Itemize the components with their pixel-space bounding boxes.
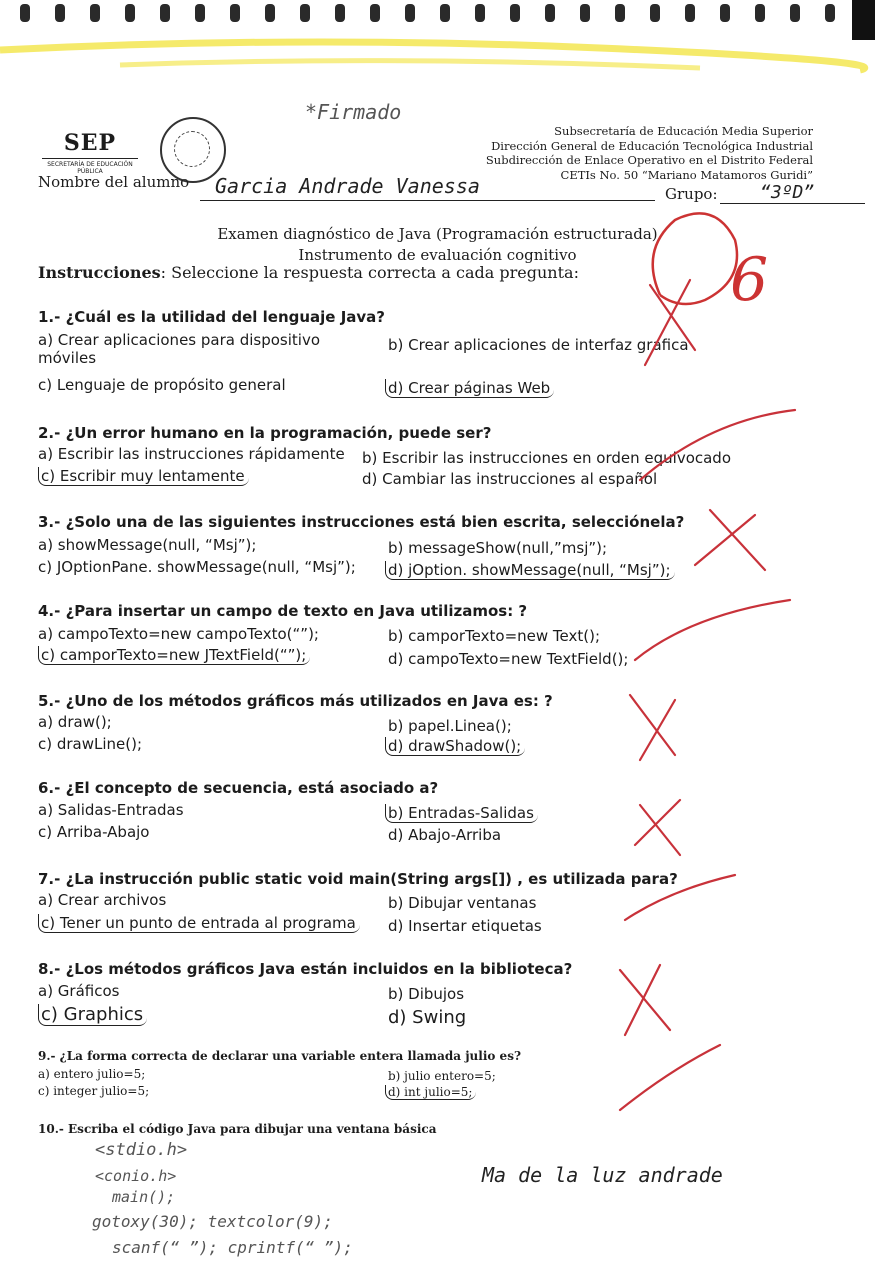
q9-option-d: d) int julio=5; (385, 1085, 476, 1100)
q1-option-a: a) Crear aplicaciones para dispositivo móviles (38, 331, 321, 367)
q9-option-a: a) entero julio=5; (38, 1067, 146, 1081)
q4-option-a: a) campoTexto=new campoTexto(“”); (38, 625, 319, 643)
grade-value: 6 (730, 245, 769, 315)
grading-marks (580, 270, 840, 1130)
instructions-label: Instrucciones (38, 263, 161, 282)
q5-option-c: c) drawLine(); (38, 735, 143, 753)
q3-option-b: b) messageShow(null,”msj”); (388, 539, 608, 557)
exam-subtitle: Instrumento de evaluación cognitivo (298, 246, 577, 264)
q8-option-d: d) Swing (388, 1007, 467, 1028)
question-10: 10.- Escriba el código Java para dibujar una ventana básica (38, 1122, 437, 1136)
instructions (38, 263, 579, 282)
institution-line: CETIs No. 50 “Mariano Matamoros Guridi” (560, 167, 813, 182)
q6-option-c: c) Arriba-Abajo (38, 823, 150, 841)
q10-answer-line: main(); (112, 1188, 176, 1206)
question-6: 6.- ¿El concepto de secuencia, está asociado a? (38, 779, 439, 797)
q6-option-b: b) Entradas-Salidas (385, 804, 538, 823)
stamp-note: *Firmado (305, 100, 402, 124)
q8-option-a: a) Gráficos (38, 982, 120, 1000)
institution-header (486, 124, 813, 182)
q3-option-a: a) showMessage(null, “Msj”); (38, 536, 257, 554)
q7-option-a: a) Crear archivos (38, 891, 167, 909)
institution-line: Subdirección de Enlace Operativo en el Distrito Federal (485, 153, 813, 167)
q10-answer-line: scanf(“ ”); cprintf(“ ”); (112, 1238, 353, 1257)
q8-option-b: b) Dibujos (388, 985, 465, 1003)
q10-answer-line: <stdio.h> (95, 1140, 188, 1160)
exam-title: Examen diagnóstico de Java (Programación estructurada) (217, 225, 658, 243)
q5-option-b: b) papel.Linea(); (388, 717, 512, 735)
q1-option-c: c) Lenguaje de propósito general (38, 376, 286, 394)
q3-option-d: d) jOption. showMessage(null, “Msj”); (385, 561, 675, 580)
question-1: 1.- ¿Cuál es la utilidad del lenguaje Java? (38, 308, 386, 326)
q3-option-c: c) JOptionPane. showMessage(null, “Msj”); (38, 558, 356, 576)
q2-option-a: a) Escribir las instrucciones rápidamente (38, 445, 345, 463)
q2-option-d: d) Cambiar las instrucciones al español (362, 470, 658, 488)
institution-line: Subsecretaría de Educación Media Superior (554, 124, 813, 138)
q10-answer-line: <conio.h> (95, 1167, 177, 1185)
question-2: 2.- ¿Un error humano en la programación, puede ser? (38, 424, 492, 442)
q2-option-c: c) Escribir muy lentamente (38, 467, 249, 486)
teacher-signature: Ma de la luz andrade (482, 1163, 723, 1187)
q7-option-b: b) Dibujar ventanas (388, 894, 537, 912)
sep-logo-subtitle: SECRETARÍA DE EDUCACIÓN PÚBLICA (42, 158, 138, 175)
instructions-text: : Seleccione la respuesta correcta a cada pregunta: (160, 263, 579, 282)
q4-option-c: c) camporTexto=new JTextField(“”); (38, 646, 310, 665)
institution-line: Dirección General de Educación Tecnológica Industrial (491, 138, 813, 153)
name-underline (200, 200, 655, 201)
q1-option-d: d) Crear páginas Web (385, 379, 554, 398)
highlighter-strokes (0, 30, 875, 90)
group-label: Grupo: (665, 185, 718, 203)
q2-option-b: b) Escribir las instrucciones en orden equivocado (362, 449, 732, 467)
q5-option-d: d) drawShadow(); (385, 737, 525, 756)
q5-option-a: a) draw(); (38, 713, 112, 731)
sep-logo-text: SEP (63, 130, 117, 156)
student-name: Garcia Andrade Vanessa (215, 174, 480, 198)
q8-option-c: c) Graphics (38, 1004, 147, 1026)
question-4: 4.- ¿Para insertar un campo de texto en Java utilizamos: ? (38, 602, 528, 620)
q9-option-c: c) integer julio=5; (38, 1084, 150, 1098)
question-5: 5.- ¿Uno de los métodos gráficos más utilizados en Java es: ? (38, 692, 553, 710)
q4-option-b: b) camporTexto=new Text(); (388, 627, 601, 645)
sep-logo (42, 130, 138, 175)
q10-answer-line: gotoxy(30); textcolor(9); (92, 1212, 333, 1231)
group-value: “3ºD” (760, 182, 815, 203)
q6-option-a: a) Salidas-Entradas (38, 801, 184, 819)
question-7: 7.- ¿La instrucción public static void main(String args[]) , es utilizada para? (38, 870, 678, 888)
question-3: 3.- ¿Solo una de las siguientes instrucciones está bien escrita, selecciónela? (38, 513, 685, 531)
q6-option-d: d) Abajo-Arriba (388, 826, 502, 844)
question-8: 8.- ¿Los métodos gráficos Java están incluidos en la biblioteca? (38, 960, 573, 978)
q4-option-d: d) campoTexto=new TextField(); (388, 650, 629, 668)
q7-option-d: d) Insertar etiquetas (388, 917, 542, 935)
q7-option-c: c) Tener un punto de entrada al programa (38, 914, 360, 933)
student-label: Nombre del alumno (38, 173, 190, 191)
question-9: 9.- ¿La forma correcta de declarar una variable entera llamada julio es? (38, 1049, 521, 1063)
q1-option-b: b) Crear aplicaciones de interfaz grafica (388, 336, 689, 354)
q9-option-b: b) julio entero=5; (388, 1069, 496, 1083)
